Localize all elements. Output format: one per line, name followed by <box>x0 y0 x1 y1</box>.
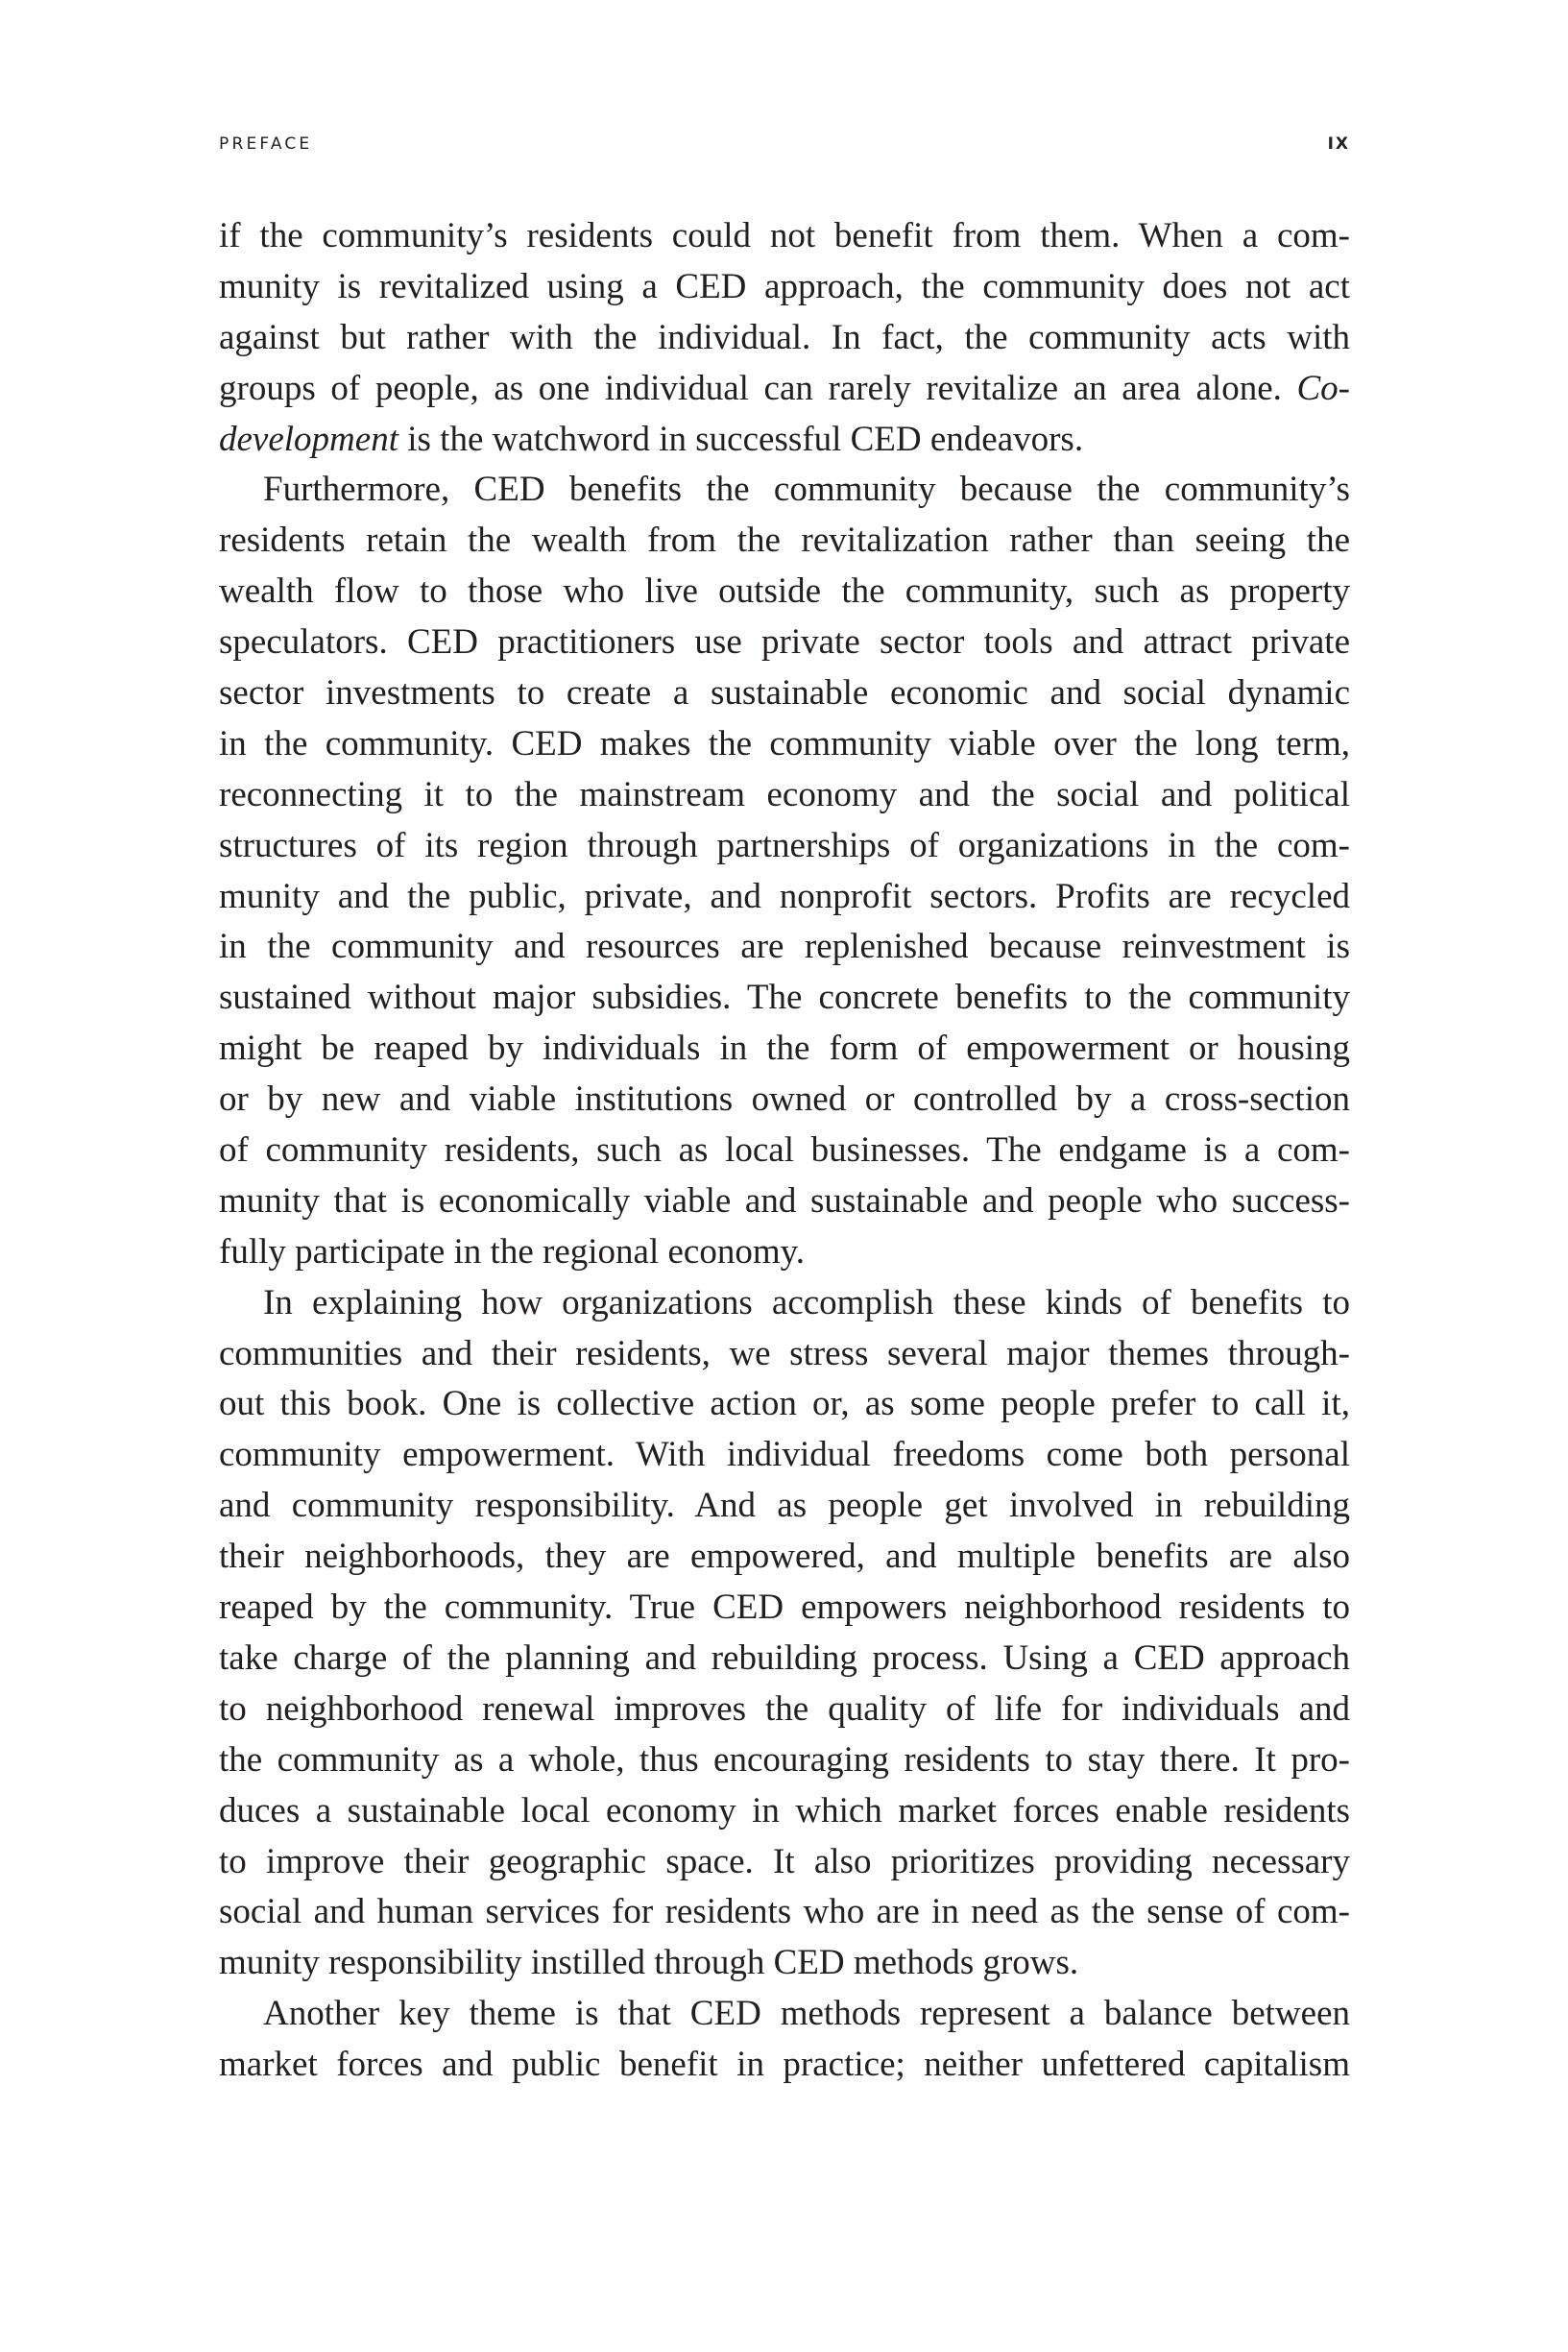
text-run: take charge of the planning and rebuilding process. Using a CED approach <box>219 1637 1350 1678</box>
text-line <box>219 1989 1350 2040</box>
text-line <box>219 1176 1350 1227</box>
text-run: reaped by the community. True CED empowers neighborhood residents to <box>219 1588 1350 1628</box>
text-line <box>219 922 1350 973</box>
text-run: groups of people, as one individual can rarely revitalize an area alone. <box>219 368 1297 408</box>
page-number: IX <box>1327 134 1350 154</box>
text-line <box>219 1126 1350 1176</box>
text-line <box>219 1837 1350 1888</box>
text-run: might be reaped by individuals in the form of empowerment or housing <box>219 1029 1350 1069</box>
text-line <box>219 1685 1350 1735</box>
text-run: sector investments to create a sustainable economic and social dynamic <box>219 673 1350 714</box>
text-line <box>219 821 1350 872</box>
text-line <box>219 2040 1350 2091</box>
text-run: of community residents, such as local businesses. The endgame is a com- <box>219 1130 1350 1171</box>
text-run: their neighborhoods, they are empowered, and multiple benefits are also <box>219 1537 1350 1577</box>
text-run: reconnecting it to the mainstream economy and the social and political <box>219 774 1350 814</box>
text-run: out this book. One is collective action or, as some people prefer to call it, <box>219 1384 1350 1424</box>
text-line <box>219 1735 1350 1786</box>
text-run: against but rather with the individual. In fact, the community acts with <box>219 317 1350 357</box>
text-line <box>219 1938 1350 1989</box>
paragraph <box>219 1989 1350 2091</box>
text-run: community empowerment. With individual freedoms come both personal <box>219 1435 1350 1475</box>
text-run: in the community and resources are replenished because reinvestment is <box>219 927 1350 967</box>
text-run: speculators. CED practitioners use private sector tools and attract private <box>219 622 1350 663</box>
italic-term: Co- <box>1296 368 1350 408</box>
text-run: fully participate in the regional economy. <box>219 1231 805 1272</box>
text-run: communities and their residents, we stress several major themes through- <box>219 1333 1350 1373</box>
text-run: Another key theme is that CED methods represent a balance between <box>263 1994 1350 2034</box>
text-line <box>219 211 1350 262</box>
text-run: wealth flow to those who live outside the community, such as property <box>219 571 1350 612</box>
paragraph <box>219 211 1350 465</box>
paragraph <box>219 465 1350 1277</box>
text-line <box>219 1075 1350 1126</box>
text-line <box>219 1227 1350 1278</box>
italic-term: development <box>219 419 398 459</box>
text-line <box>219 770 1350 821</box>
text-line <box>219 973 1350 1024</box>
text-line <box>219 465 1350 516</box>
text-run: in the community. CED makes the community viable over the long term, <box>219 723 1350 764</box>
text-run: if the community’s residents could not benefit from them. When a com- <box>219 216 1350 255</box>
body-text <box>219 211 1350 2091</box>
running-head-section-title: PREFACE <box>219 134 313 154</box>
text-run: munity and the public, private, and nonprofit sectors. Profits are recycled <box>219 876 1350 916</box>
text-line <box>219 1887 1350 1938</box>
text-run: residents retain the wealth from the revitalization rather than seeing the <box>219 521 1350 561</box>
text-line <box>219 1634 1350 1685</box>
text-run: structures of its region through partnerships of organizations in the com- <box>219 825 1350 865</box>
text-run: market forces and public benefit in practice; neither unfettered capitalism <box>219 2045 1350 2085</box>
text-line <box>219 1430 1350 1481</box>
text-run: to neighborhood renewal improves the quality of life for individuals and <box>219 1688 1350 1729</box>
text-line <box>219 872 1350 923</box>
text-run: the community as a whole, thus encouraging residents to stay there. It pro- <box>219 1739 1350 1780</box>
text-run: munity responsibility instilled through CED methods grows. <box>219 1943 1079 1983</box>
text-line <box>219 1278 1350 1329</box>
text-line <box>219 364 1350 415</box>
text-line <box>219 1024 1350 1075</box>
text-line <box>219 313 1350 364</box>
text-line <box>219 567 1350 618</box>
text-line <box>219 1532 1350 1583</box>
text-run: is the watchword in successful CED endeavors. <box>398 419 1084 459</box>
text-line <box>219 1329 1350 1380</box>
text-run: to improve their geographic space. It also prioritizes providing necessary <box>219 1841 1350 1881</box>
text-run: In explaining how organizations accomplish these kinds of benefits to <box>263 1282 1350 1322</box>
text-run: and community responsibility. And as people get involved in rebuilding <box>219 1486 1350 1526</box>
text-line <box>219 1583 1350 1634</box>
text-run: or by new and viable institutions owned or controlled by a cross-section <box>219 1079 1350 1120</box>
text-line <box>219 1379 1350 1430</box>
running-head <box>219 134 1350 158</box>
text-run: sustained without major subsidies. The concrete benefits to the community <box>219 978 1350 1018</box>
text-line <box>219 415 1350 466</box>
text-line <box>219 262 1350 313</box>
text-run: munity that is economically viable and sustainable and people who success- <box>219 1180 1350 1221</box>
text-run: duces a sustainable local economy in which market forces enable residents <box>219 1790 1350 1831</box>
text-run: munity is revitalized using a CED approach, the community does not act <box>219 266 1350 306</box>
paragraph <box>219 1278 1350 1989</box>
text-line <box>219 618 1350 668</box>
text-line <box>219 516 1350 567</box>
text-line <box>219 668 1350 719</box>
text-line <box>219 1481 1350 1532</box>
text-run: social and human services for residents who are in need as the sense of com- <box>219 1892 1350 1932</box>
text-line <box>219 719 1350 770</box>
text-line <box>219 1786 1350 1837</box>
text-run: Furthermore, CED benefits the community because the community’s <box>263 470 1350 510</box>
